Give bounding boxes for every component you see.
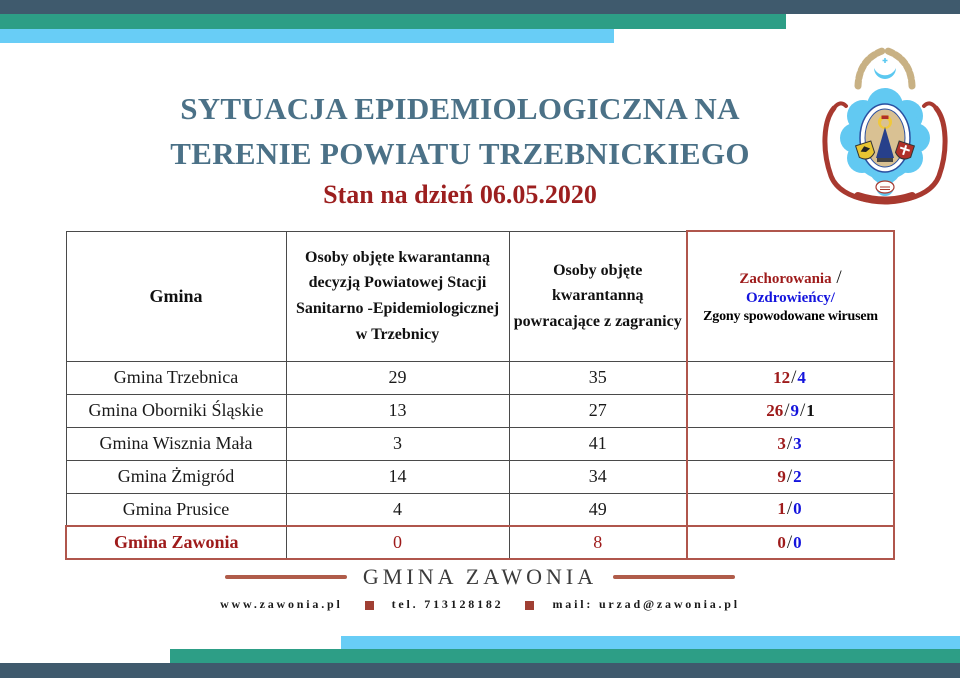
- gmina-name-cell: Gmina Zawonia: [66, 526, 286, 559]
- cases-recovered-deaths-cell: [687, 394, 894, 427]
- recovered-value: 0: [793, 532, 802, 552]
- quarantine-decision-cell: 13: [286, 394, 509, 427]
- bottom-bar-green: [170, 649, 960, 663]
- recovered-value: 0: [793, 499, 802, 519]
- square-separator-icon: [525, 601, 534, 610]
- header-cases-label: Zachorowania: [739, 271, 832, 288]
- cases-recovered-deaths-cell: [687, 526, 894, 559]
- quarantine-decision-cell: 4: [286, 493, 509, 526]
- cases-recovered-deaths-cell: [687, 427, 894, 460]
- cases-value: 12: [773, 367, 791, 387]
- gmina-name-cell: Gmina Wisznia Mała: [66, 427, 286, 460]
- footer-phone: tel. 713128182: [391, 597, 504, 611]
- slash: /: [786, 432, 793, 454]
- gmina-name-cell: Gmina Żmigród: [66, 460, 286, 493]
- footer-contact-line: [0, 597, 960, 612]
- col-header-gmina: Gmina: [66, 231, 286, 361]
- top-bar-green: [0, 14, 786, 29]
- square-separator-icon: [365, 601, 374, 610]
- footer-dash-left: [225, 575, 347, 579]
- deaths-value: 1: [806, 400, 815, 420]
- gmina-name-cell: Gmina Oborniki Śląskie: [66, 394, 286, 427]
- cases-value: 9: [777, 466, 786, 486]
- table-row: [66, 493, 894, 526]
- cases-value: 0: [777, 532, 786, 552]
- table-row: [66, 394, 894, 427]
- recovered-value: 9: [790, 400, 799, 420]
- header-deaths-label: Zgony spowodowane wirusem: [703, 309, 878, 325]
- gmina-name-cell: Gmina Trzebnica: [66, 361, 286, 394]
- recovered-value: 3: [793, 433, 802, 453]
- quarantine-abroad-cell: 27: [509, 394, 687, 427]
- quarantine-decision-cell: 0: [286, 526, 509, 559]
- quarantine-abroad-cell: 49: [509, 493, 687, 526]
- cases-value: 26: [766, 400, 784, 420]
- slash: /: [784, 399, 790, 421]
- table-row: [66, 427, 894, 460]
- table-row-zawonia-highlight: [66, 526, 894, 559]
- footer-website: www.zawonia.pl: [220, 597, 343, 611]
- footer-email: mail: urzad@zawonia.pl: [552, 597, 740, 611]
- page-title-line2: TERENIE POWIATU TRZEBNICKIEGO: [170, 136, 750, 171]
- footer-dash-right: [613, 575, 735, 579]
- status-date: Stan na dzień 06.05.2020: [323, 180, 597, 209]
- title-block: [0, 86, 920, 210]
- quarantine-decision-cell: 3: [286, 427, 509, 460]
- footer-org-name: GMINA ZAWONIA: [362, 564, 598, 589]
- top-bar-dark: [0, 0, 960, 14]
- cases-value: 3: [777, 433, 786, 453]
- quarantine-decision-cell: 14: [286, 460, 509, 493]
- table-header-row: [66, 231, 894, 361]
- zawonia-coat-of-arms: [818, 46, 952, 208]
- col-header-quarantine-abroad: Osoby objęte kwarantanną powracające z zagranicy: [509, 231, 687, 361]
- table-row: [66, 460, 894, 493]
- slash: /: [791, 366, 797, 388]
- quarantine-decision-cell: 29: [286, 361, 509, 394]
- gmina-name-cell: Gmina Prusice: [66, 493, 286, 526]
- cases-recovered-deaths-cell: [687, 460, 894, 493]
- slash: /: [800, 399, 806, 421]
- cases-value: 1: [777, 499, 786, 519]
- recovered-value: 4: [797, 367, 806, 387]
- bottom-bar-blue: [341, 636, 960, 649]
- bottom-bar-dark: [0, 663, 960, 678]
- quarantine-abroad-cell: 41: [509, 427, 687, 460]
- quarantine-abroad-cell: 35: [509, 361, 687, 394]
- quarantine-abroad-cell: 34: [509, 460, 687, 493]
- footer-org-banner: [0, 564, 960, 590]
- cases-recovered-deaths-cell: [687, 493, 894, 526]
- epidemic-table: [65, 230, 895, 560]
- crescent-icon: [871, 56, 899, 84]
- cases-recovered-deaths-cell: [687, 361, 894, 394]
- col-header-quarantine-decision: Osoby objęte kwarantanną decyzją Powiatowej Stacji Sanitarno -Epidemiologicznej w Trzebnicy: [286, 231, 509, 361]
- coat-of-arms-icon: [818, 46, 952, 208]
- mary-figure: [860, 104, 910, 172]
- slash: /: [786, 498, 793, 520]
- header-slash: /: [831, 267, 842, 289]
- slash: /: [786, 531, 793, 553]
- top-bar-blue: [0, 29, 614, 43]
- seal: [876, 181, 894, 193]
- slash: /: [786, 465, 793, 487]
- header-recovered-label: Ozdrowieńcy/: [746, 290, 835, 307]
- recovered-value: 2: [793, 466, 802, 486]
- table-row: [66, 361, 894, 394]
- quarantine-abroad-cell: 8: [509, 526, 687, 559]
- page-title-line1: SYTUACJA EPIDEMIOLOGICZNA NA: [180, 91, 740, 126]
- col-header-cases-recovered-deaths: [687, 231, 894, 361]
